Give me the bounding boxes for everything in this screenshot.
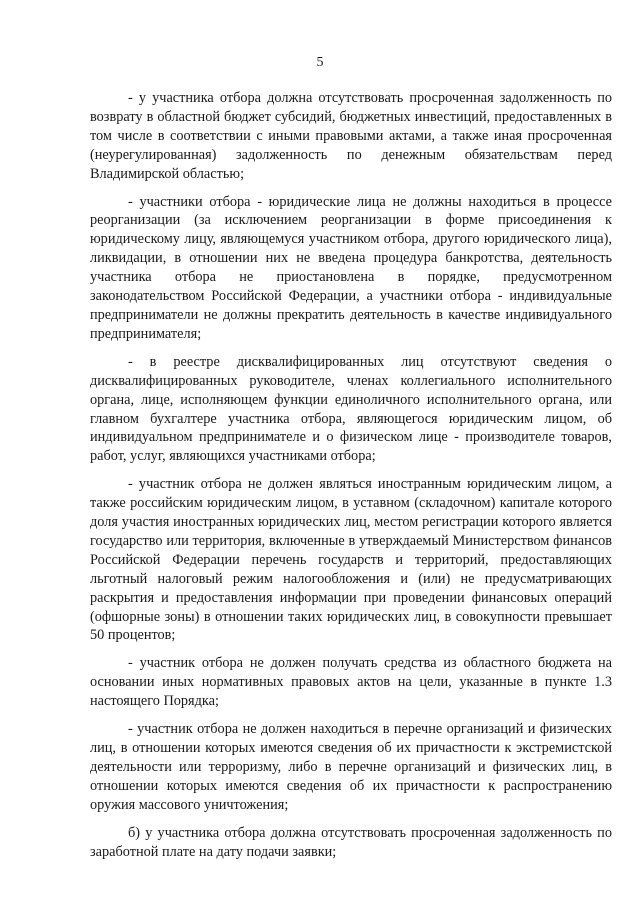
paragraph-wage-arrears: б) у участника отбора должна отсутствовать просроченная задолженность по заработной плате на дату подачи заявки; — [90, 824, 612, 860]
paragraph-foreign-entity: - участник отбора не должен являться иностранным юридическим лицом, а также российским юридическим лицом, в уставном (складочном) капитале которого доля участия иностранных юридических лиц, местом регистрации которого является государство или территория, включенные в утверждаемый Министерством финансов Российской Федерации перечень государств и территорий, предоставляющих льготный налоговый режим налогообложения и (или) не предусматривающих раскрытия и предоставления информации при проведении финансовых операций (офшорные зоны) в отношении таких юридических лиц, в совокупности превышает 50 процентов; — [90, 476, 612, 644]
document-body — [90, 89, 612, 870]
paragraph-other-funding: - участник отбора не должен получать средства из областного бюджета на основании иных нормативных правовых актов на цели, указанные в пункте 1.3 настоящего Порядка; — [90, 655, 612, 710]
paragraph-reorganization: - участники отбора - юридические лица не должны находиться в процессе реорганизации (за исключением реорганизации в форме присоединения к юридическому лицу, являющемуся участником отбора, другого юридического лица), ликвидации, в отношении них не введена процедура банкротства, деятельность участника отбора не приостановлена в порядке, предусмотренном законодательством Российской Федерации, а участники отбора - индивидуальные предприниматели не должны прекратить деятельность в качестве индивидуального предпринимателя; — [90, 193, 612, 342]
paragraph-disqualified-persons: - в реестре дисквалифицированных лиц отсутствуют сведения о дисквалифицированных руководителе, членах коллегиального исполнительного органа, лице, исполняющем функции единоличного исполнительного органа, или главном бухгалтере участника отбора, являющегося юридическим лицом, об индивидуальном предпринимателе и о физическом лице - производителе товаров, работ, услуг, являющихся участниками отбора; — [90, 353, 612, 465]
paragraph-overdue-debt-budget: - у участника отбора должна отсутствовать просроченная задолженность по возврату в областной бюджет субсидий, бюджетных инвестиций, предоставленных в том числе в соответствии с иными правовыми актами, а также иная просроченная (неурегулированная) задолженность по денежным обязательствам перед Владимирской областью; — [90, 90, 612, 182]
paragraph-extremism-list: - участник отбора не должен находиться в перечне организаций и физических лиц, в отношении которых имеются сведения об их причастности к экстремистской деятельности или терроризму, либо в перечне организаций и физических лиц, в отношении которых имеются сведения об их причастности к распространению оружия массового уничтожения; — [90, 721, 612, 813]
page-number: 5 — [316, 55, 324, 70]
